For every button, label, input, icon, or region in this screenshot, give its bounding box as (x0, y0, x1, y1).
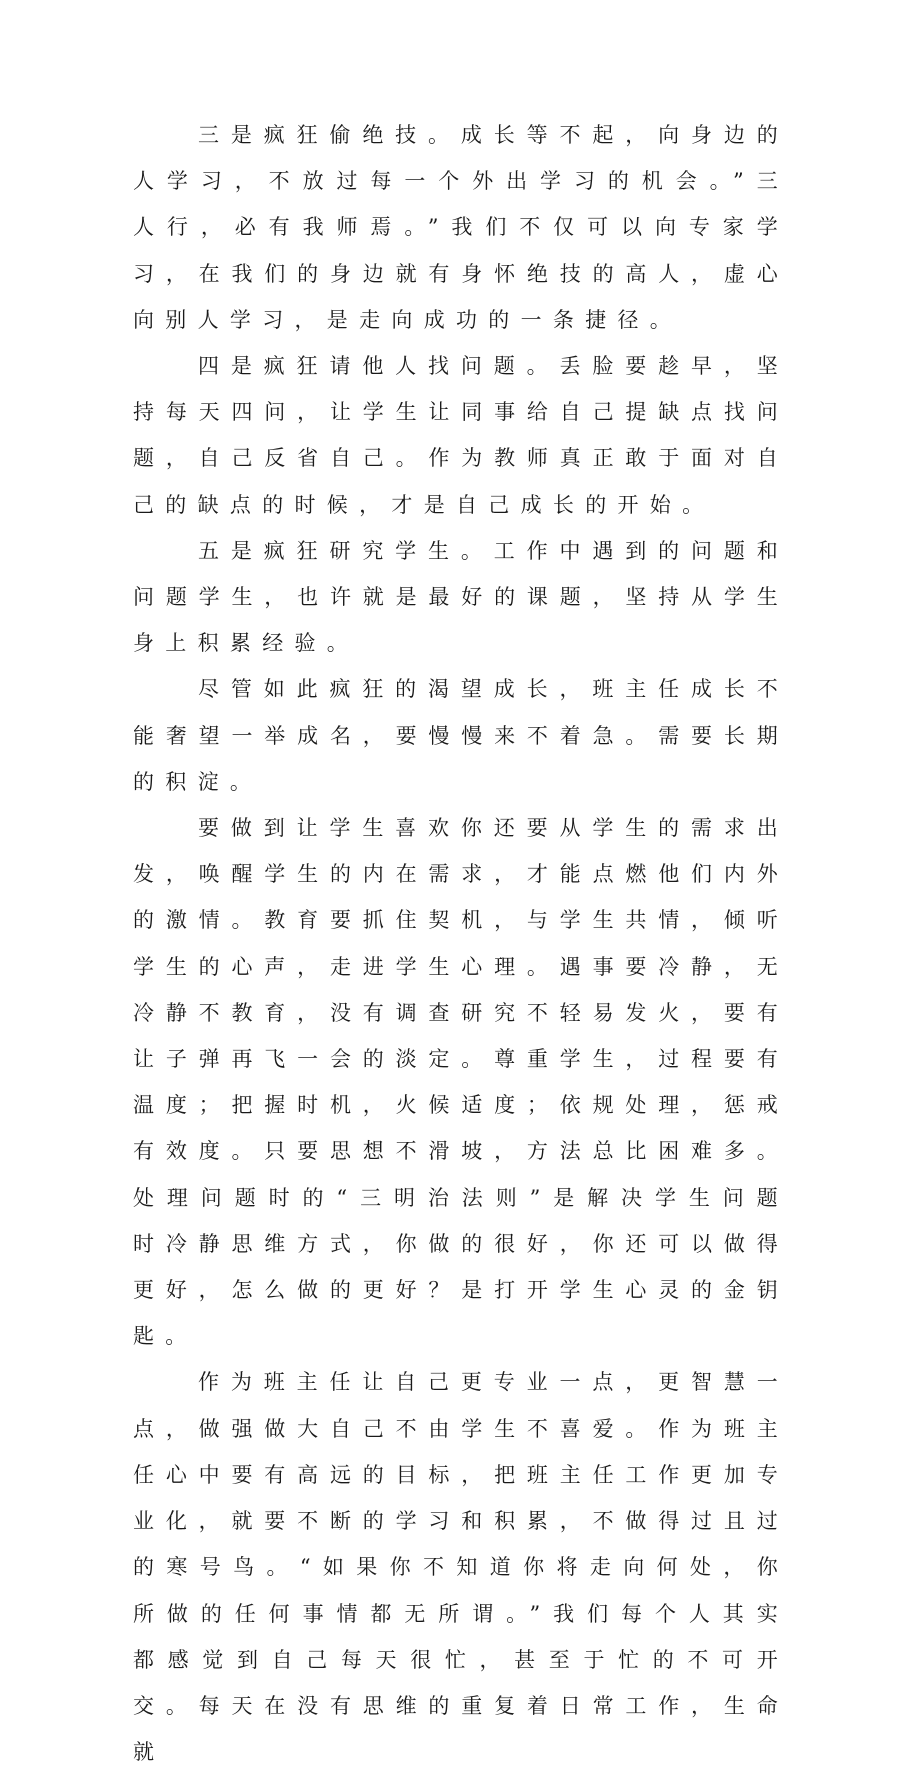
paragraph-learn-skills: 三是疯狂偷绝技。成长等不起，向身边的人学习，不放过每一个外出学习的机会。”三人行，必有我师焉。”我们不仅可以向专家学习，在我们的身边就有身怀绝技的高人，虚心向别人学习，是走向成功的一条捷径。 (133, 123, 789, 332)
document-page (133, 112, 789, 1775)
paragraph-patience: 尽管如此疯狂的渴望成长，班主任成长不能奢望一举成名，要慢慢来不着急。需要长期的积淀。 (133, 677, 789, 794)
paragraph-find-problems: 四是疯狂请他人找问题。丢脸要趁早，坚持每天四问，让学生让同事给自己提缺点找问题，自己反省自己。作为教师真正敢于面对自己的缺点的时候，才是自己成长的开始。 (133, 354, 789, 517)
paragraph-study-students: 五是疯狂研究学生。工作中遇到的问题和问题学生，也许就是最好的课题，坚持从学生身上积累经验。 (133, 538, 789, 656)
paragraph-student-needs: 要做到让学生喜欢你还要从学生的需求出发，唤醒学生的内在需求，才能点燃他们内外的激情。教育要抓住契机，与学生共情，倾听学生的心声，走进学生心理。遇事要冷静，无冷静不教育，没有调查研究不轻易发火，要有让子弹再飞一会的淡定。尊重学生，过程要有温度；把握时机，火候适度；依规处理，惩戒有效度。只要思想不滑坡，方法总比困难多。处理问题时的“三明治法则”是解决学生问题时冷静思维方式，你做的很好，你还可以做得更好，怎么做的更好？是打开学生心灵的金钥匙。 (133, 816, 789, 1349)
paragraph-professionalism: 作为班主任让自己更专业一点，更智慧一点，做强做大自己不由学生不喜爱。作为班主任心中要有高远的目标，把班主任工作更加专业化，就要不断的学习和积累，不做得过且过的寒号鸟。“如果你不知道你将走向何处，你所做的任何事情都无所谓。”我们每个人其实都感觉到自己每天很忙，甚至于忙的不可开交。每天在没有思维的重复着日常工作，生命就 (133, 1370, 789, 1765)
